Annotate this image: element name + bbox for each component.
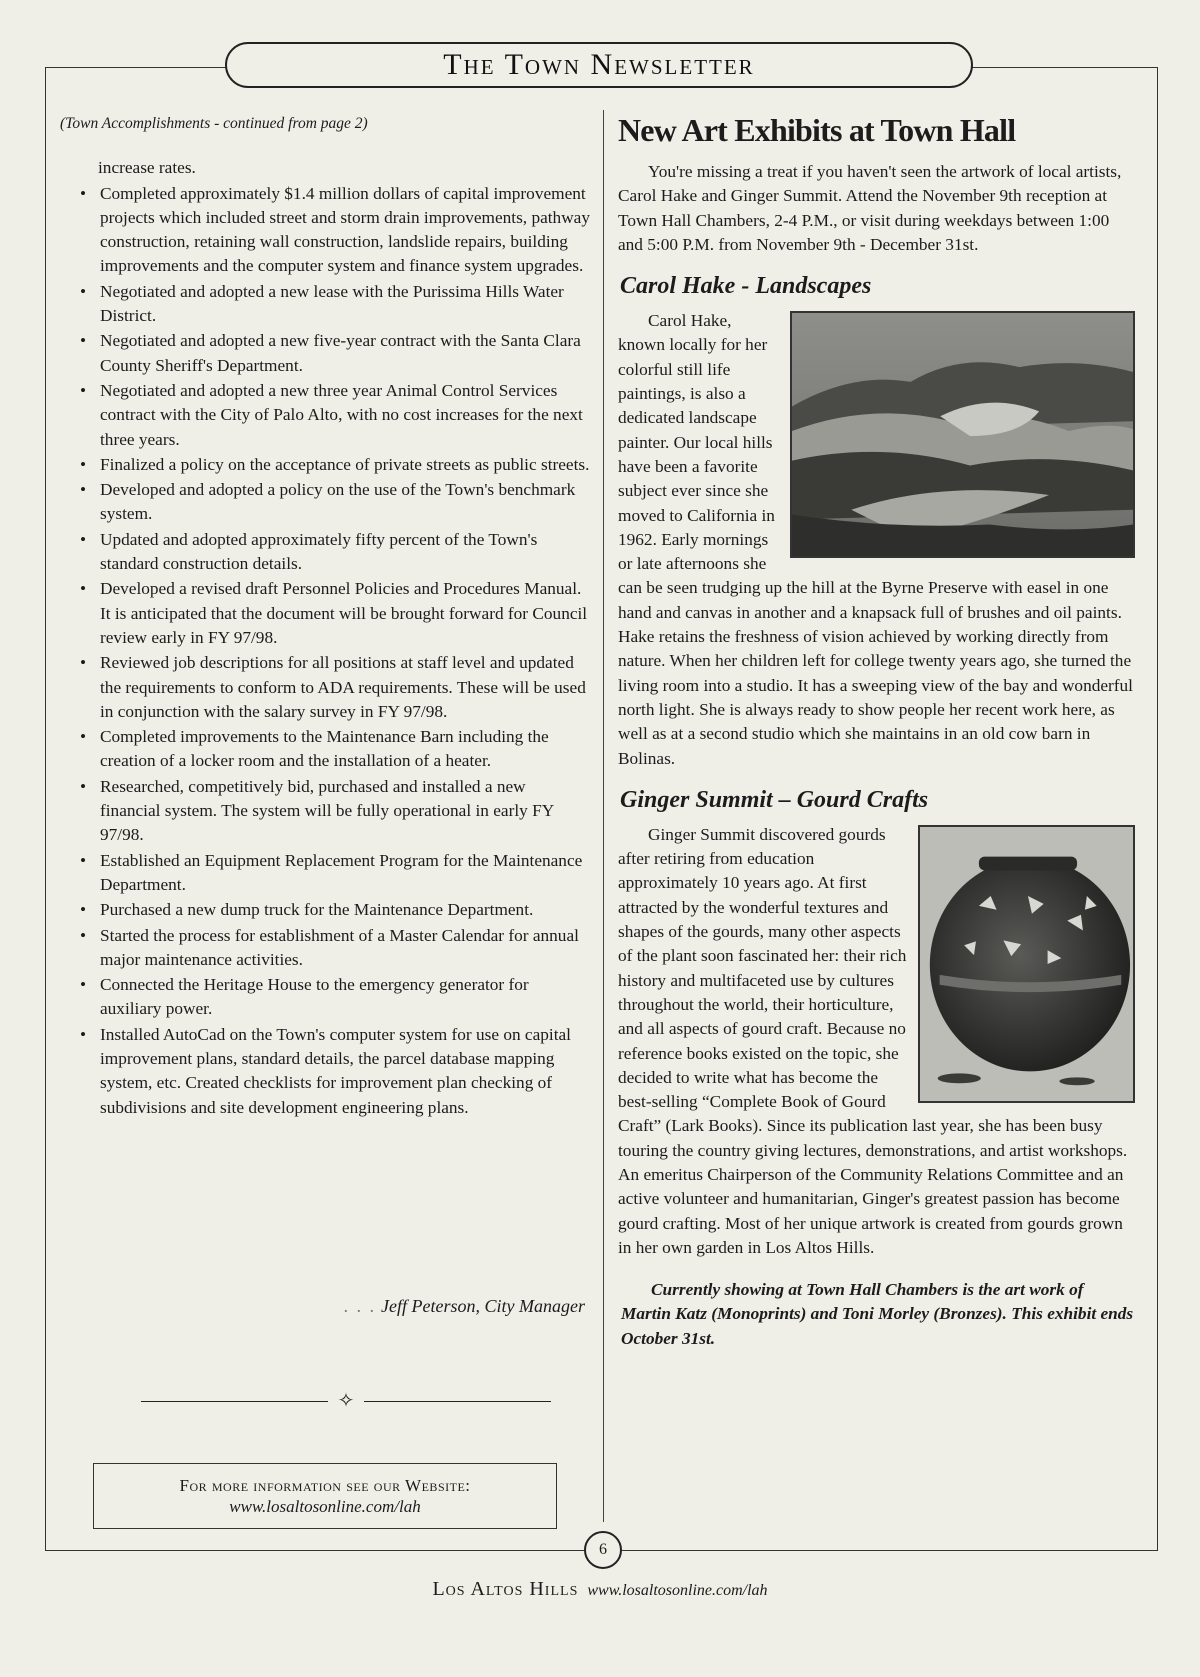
list-item: • Developed a revised draft Personnel Policies and Procedures Manual. It is anticipated that the document will be brought forward for Council review early in FY 97/98.: [60, 577, 590, 650]
ornament-rule-right: [364, 1401, 551, 1402]
list-item: • Negotiated and adopted a new lease with the Purissima Hills Water District.: [60, 280, 590, 329]
footer-website-link[interactable]: www.losaltosonline.com/lah: [587, 1582, 768, 1599]
diamond-ornament-icon: ✧: [337, 1390, 355, 1412]
list-item: • Connected the Heritage House to the emergency generator for auxiliary power.: [60, 973, 590, 1022]
list-item: • Completed approximately $1.4 million dollars of capital improvement projects which included street and storm drain improvements, pathway construction, retaining wall construction, landslide repairs, building improvements and the computer system and finance system upgrades.: [60, 182, 590, 279]
accomplishments-column: [60, 112, 590, 1121]
list-item: • Completed improvements to the Maintenance Barn including the creation of a locker room and the installation of a heater.: [60, 725, 590, 774]
ornament-rule-left: [141, 1401, 328, 1402]
website-link[interactable]: www.losaltosonline.com/lah: [229, 1496, 421, 1516]
article-title: New Art Exhibits at Town Hall: [618, 112, 1016, 148]
masthead: [225, 42, 973, 88]
ginger-summit-heading: Ginger Summit – Gourd Crafts: [620, 786, 929, 813]
landscape-painting-image: [790, 311, 1135, 558]
list-item: • Updated and adopted approximately fifty percent of the Town's standard construction details.: [60, 528, 590, 577]
list-item: • Finalized a policy on the acceptance of private streets as public streets.: [60, 453, 590, 477]
art-exhibits-column: [618, 110, 1135, 1351]
carol-hake-text: Carol Hake, known locally for her colorful still life paintings, is also a dedicated landscape painter. Our local hills have been a favorite subject ever since she moved to California in 1962. Early mornings or late afternoons she can be seen trudging up the hill at the Byrne Preserve with easel in one hand and canvas in another and a knapsack full of brushes and oil paints. Hake retains the freshness of vision achieved by working directly from nature. When her children left for college twenty years ago, she turned the living room into a studio. It has a sweeping view of the bay and wonderful north light. She is always ready to show people her recent work here, as well as at a second studio which she maintains in an old cow barn in Bolinas.: [618, 311, 1133, 768]
list-item: • Established an Equipment Replacement Program for the Maintenance Department.: [60, 849, 590, 898]
page-number: 6: [584, 1531, 622, 1569]
lead-line: increase rates.: [98, 158, 196, 178]
signature-name: Jeff Peterson, City Manager: [381, 1296, 585, 1316]
list-item: • Started the process for establishment of a Master Calendar for annual major maintenance activities.: [60, 924, 590, 973]
continued-note: (Town Accomplishments - continued from page 2): [60, 115, 368, 132]
list-item: • Reviewed job descriptions for all positions at staff level and updated the requirements to conform to ADA requirements. These will be used in conjunction with the salary survey in FY 97/98.: [60, 651, 590, 724]
carol-hake-heading: Carol Hake - Landscapes: [620, 273, 872, 300]
website-heading: For more information see our Website:: [179, 1475, 471, 1495]
website-box: [93, 1463, 557, 1529]
column-divider: [603, 110, 604, 1522]
list-item: • Negotiated and adopted a new three year Animal Control Services contract with the City of Palo Alto, with no cost increases for the next three years.: [60, 379, 590, 452]
accomplishments-list: [60, 182, 590, 1120]
gourd-craft-image: [918, 825, 1135, 1103]
list-item: • Purchased a new dump truck for the Maintenance Department.: [60, 898, 590, 922]
list-item: • Negotiated and adopted a new five-year contract with the Santa Clara County Sheriff's Department.: [60, 329, 590, 378]
ginger-summit-text: Ginger Summit discovered gourds after retiring from education approximately 10 years ago. At first attracted by the wonderful textures and shapes of the gourds, many other aspects of the plant soon fascinated her: their rich history and multifaceted use by cultures throughout the world, their horticulture, and all aspects of gourd craft. Because no reference books existed on the topic, she decided to write what has become the best-selling “Complete Book of Gourd Craft” (Lark Books). Since its publication last year, she has been busy touring the country giving lectures, demonstrations, and artist workshops. An emeritus Chairperson of the Community Relations Committee and an active volunteer and humanitarian, Ginger's greatest passion has become gourd crafting. Most of her unique artwork is created from gourds grown in her own garden in Los Altos Hills.: [618, 824, 1128, 1257]
current-exhibit-note: Currently showing at Town Hall Chambers is the art work of Martin Katz (Monoprints) and Toni Morley (Bronzes). This exhibit ends October 31st.: [621, 1280, 1134, 1348]
intro-paragraph: You're missing a treat if you haven't seen the artwork of local artists, Carol Hake and Ginger Summit. Attend the November 9th reception at Town Hall Chambers, 2-4 P.M., or visit during weekdays between 1:00 and 5:00 P.M. from November 9th - December 31st.: [618, 162, 1122, 254]
list-item: • Installed AutoCad on the Town's computer system for use on capital improvement plans, standard details, the parcel database mapping system, etc. Created checklists for improvement plan checking of subdivisions and site development engineering plans.: [60, 1023, 590, 1120]
ornament-divider: [141, 1390, 551, 1412]
footer: [0, 1578, 1200, 1601]
signature: [60, 1296, 585, 1317]
newsletter-title: The Town Newsletter: [443, 48, 755, 81]
list-item: • Developed and adopted a policy on the use of the Town's benchmark system.: [60, 478, 590, 527]
signature-dots: . . .: [344, 1296, 377, 1316]
list-item: • Researched, competitively bid, purchased and installed a new financial system. The system will be fully operational in early FY 97/98.: [60, 775, 590, 848]
footer-town-name: Los Altos Hills: [432, 1578, 579, 1600]
